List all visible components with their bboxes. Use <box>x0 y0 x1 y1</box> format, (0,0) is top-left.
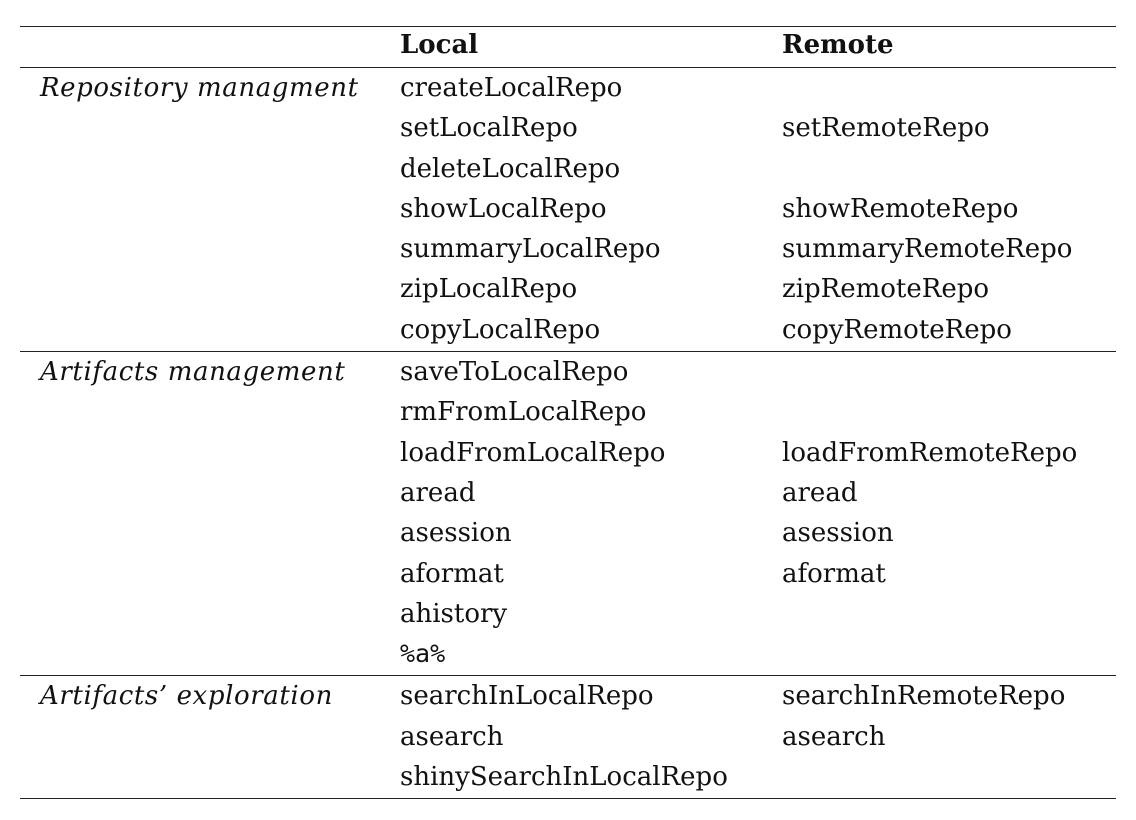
local-function-cell: deleteLocalRepo <box>400 153 621 184</box>
table-row <box>20 635 1116 675</box>
table-row <box>20 758 1116 798</box>
local-function-cell: ahistory <box>400 598 508 629</box>
remote-function-cell: aread <box>782 477 858 508</box>
remote-function-cell: aformat <box>782 558 886 589</box>
local-function-cell: summaryLocalRepo <box>400 234 661 265</box>
table-section <box>20 352 1116 675</box>
local-function-cell: showLocalRepo <box>400 193 607 224</box>
table-row <box>20 555 1116 595</box>
table-row <box>20 393 1116 433</box>
local-function-cell: setLocalRepo <box>400 113 578 144</box>
local-function-cell: rmFromLocalRepo <box>400 397 647 428</box>
remote-function-cell: setRemoteRepo <box>782 113 990 144</box>
remote-function-cell: searchInRemoteRepo <box>782 681 1066 712</box>
table-row <box>20 718 1116 758</box>
table-row <box>20 150 1116 190</box>
category-label: Repository managment <box>40 73 359 103</box>
local-function-cell: asearch <box>400 721 504 752</box>
table-row <box>20 190 1116 230</box>
table-row <box>20 69 1116 109</box>
table-row <box>20 677 1116 717</box>
bottom-rule <box>20 798 1116 799</box>
remote-function-cell: asession <box>782 518 894 549</box>
table-row <box>20 595 1116 635</box>
table-section <box>20 68 1116 351</box>
local-function-cell: shinySearchInLocalRepo <box>400 762 728 793</box>
local-function-cell: zipLocalRepo <box>400 274 578 305</box>
category-label: Artifacts’ exploration <box>40 681 333 712</box>
column-header-remote: Remote <box>782 30 894 60</box>
local-function-cell: searchInLocalRepo <box>400 681 654 712</box>
table-header <box>20 27 1116 67</box>
local-function-cell: createLocalRepo <box>400 73 623 103</box>
local-function-cell: saveToLocalRepo <box>400 357 629 388</box>
local-function-cell: aformat <box>400 558 504 589</box>
table-row <box>20 311 1116 351</box>
column-header-local: Local <box>400 30 479 60</box>
remote-function-cell: loadFromRemoteRepo <box>782 437 1078 468</box>
table-row <box>20 230 1116 270</box>
local-function-cell: loadFromLocalRepo <box>400 437 666 468</box>
remote-function-cell: summaryRemoteRepo <box>782 234 1073 265</box>
function-table <box>20 26 1116 799</box>
table-section <box>20 676 1116 798</box>
table-row <box>20 353 1116 393</box>
local-function-cell: aread <box>400 477 476 508</box>
category-label: Artifacts management <box>40 357 346 388</box>
table-row <box>20 434 1116 474</box>
remote-function-cell: asearch <box>782 721 886 752</box>
table-row <box>20 474 1116 514</box>
table-row <box>20 514 1116 554</box>
table-row <box>20 270 1116 310</box>
table-body <box>20 68 1116 799</box>
local-function-cell: %a% <box>400 639 446 669</box>
table-row <box>20 109 1116 149</box>
remote-function-cell: zipRemoteRepo <box>782 274 990 305</box>
remote-function-cell: showRemoteRepo <box>782 193 1019 224</box>
local-function-cell: asession <box>400 518 512 549</box>
remote-function-cell: copyRemoteRepo <box>782 314 1012 345</box>
local-function-cell: copyLocalRepo <box>400 314 601 345</box>
